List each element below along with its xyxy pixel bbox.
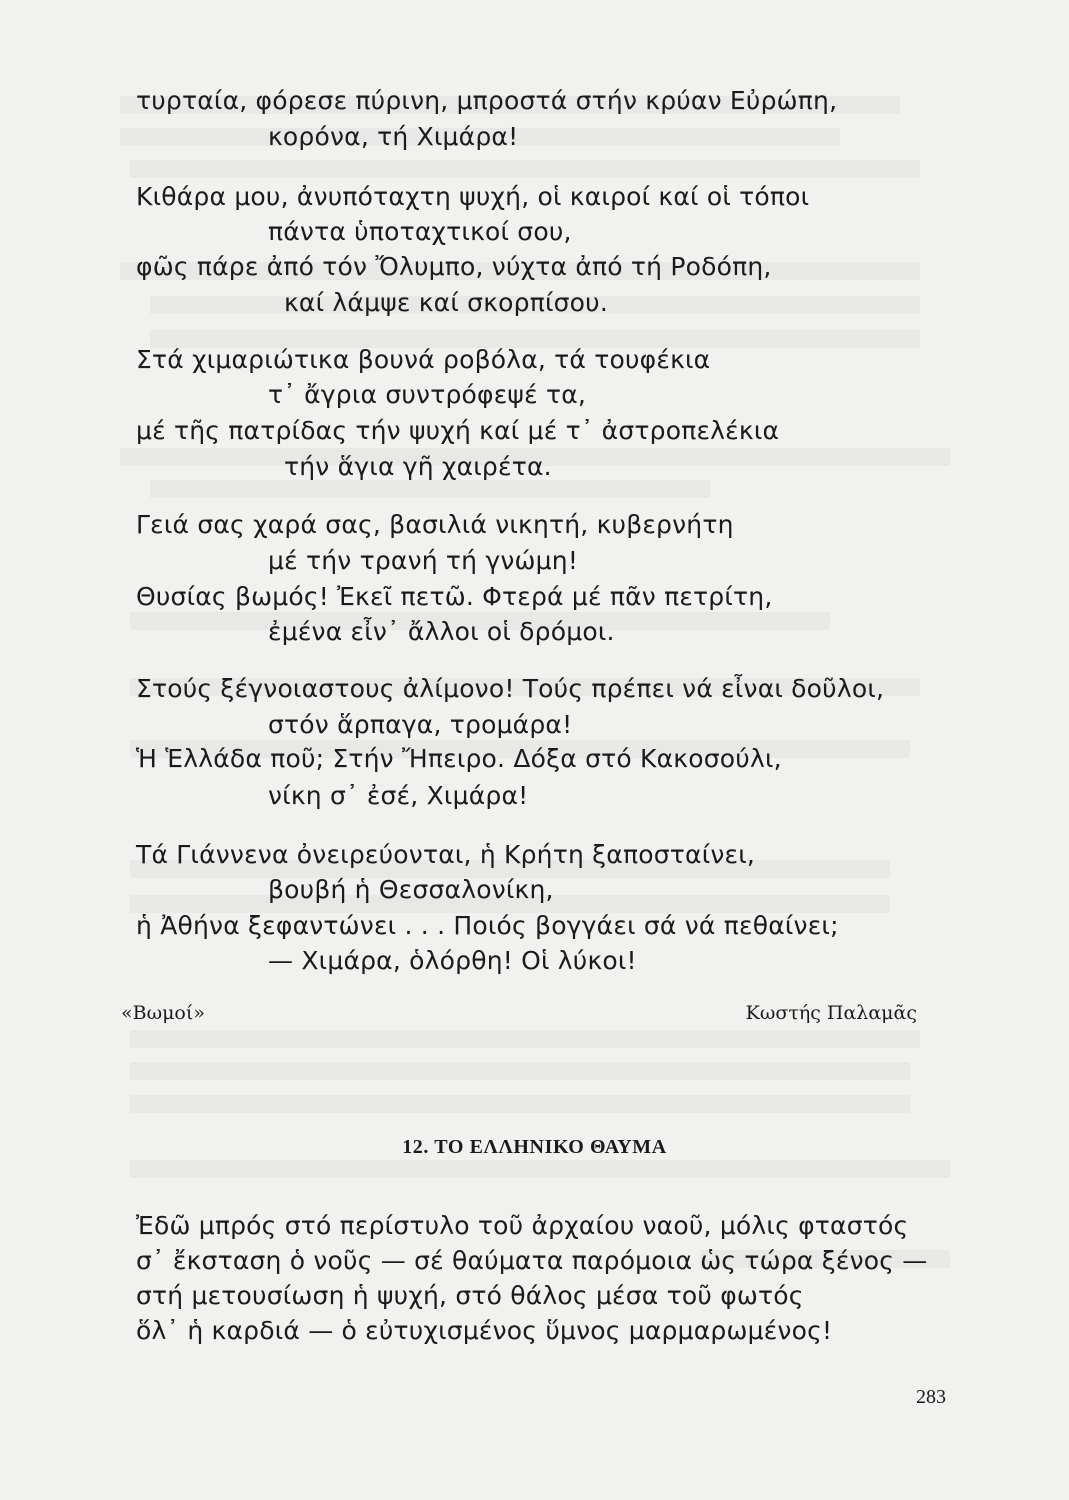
poem-line: Θυσίας βωμός! Ἐκεῖ πετῶ. Φτερά μέ πᾶν πετρίτη, — [136, 582, 773, 611]
poem-line: Στά χιμαριώτικα βουνά ροβόλα, τά τουφέκια — [136, 345, 711, 374]
poem-line: Ἐδῶ μπρός στό περίστυλο τοῦ ἀρχαίου ναοῦ, μόλις φταστός — [136, 1211, 909, 1240]
poem-line: ἡ Ἀθήνα ξεφαντώνει . . . Ποιός βογγάει σά νά πεθαίνει; — [136, 911, 839, 940]
poem-line: νίκη σ᾽ ἐσέ, Χιμάρα! — [268, 781, 529, 810]
poem-line: τυρταία, φόρεσε πύρινη, μπροστά στήν κρύαν Εὐρώπη, — [136, 86, 838, 115]
poem-line: καί λάμψε καί σκορπίσου. — [284, 288, 608, 317]
poem-line: κορόνα, τή Χιμάρα! — [268, 122, 519, 151]
section-title: 12. ΤΟ ΕΛΛΗΝΙΚΟ ΘΑΥΜΑ — [402, 1136, 667, 1158]
poem-line: τ᾽ ἄγρια συντρόφεψέ τα, — [268, 380, 587, 409]
poem-line: Γειά σας χαρά σας, βασιλιά νικητή, κυβερνήτη — [136, 510, 734, 539]
poem-source: «Βωμοί» — [121, 1002, 205, 1024]
poem-line: βουβή ἡ Θεσσαλονίκη, — [268, 875, 554, 904]
poem-line: Ἡ Ἑλλάδα ποῦ; Στήν Ἤπειρο. Δόξα στό Κακοσούλι, — [136, 744, 782, 773]
poem-line: ἐμένα εἶν᾽ ἄλλοι οἱ δρόμοι. — [268, 617, 615, 646]
poem-line: τήν ἅγια γῆ χαιρέτα. — [284, 452, 552, 481]
poem-line: μέ τήν τρανή τή γνώμη! — [268, 546, 579, 575]
poem-line: μέ τῆς πατρίδας τήν ψυχή καί μέ τ᾽ ἀστροπελέκια — [136, 416, 780, 445]
poem-line: — Χιμάρα, ὁλόρθη! Οἱ λύκοι! — [268, 946, 637, 975]
poem-line: σ᾽ ἔκσταση ὁ νοῦς — σέ θαύματα παρόμοια ὡς τώρα ξένος — — [136, 1246, 928, 1275]
poem-line: ὅλ᾽ ἡ καρδιά — ὁ εὐτυχισμένος ὕμνος μαρμαρωμένος! — [136, 1316, 833, 1345]
poem-line: Τά Γιάννενα ὀνειρεύονται, ἡ Κρήτη ξαποσταίνει, — [136, 840, 756, 869]
poem-line: στόν ἅρπαγα, τρομάρα! — [268, 710, 573, 739]
poem-line: Στούς ξέγνοιαστους ἀλίμονο! Τούς πρέπει νά εἶναι δοῦλοι, — [136, 674, 885, 703]
poem-line: Κιθάρα μου, ἀνυπόταχτη ψυχή, οἱ καιροί καί οἱ τόποι — [136, 182, 810, 211]
page-number: 283 — [916, 1386, 946, 1408]
poem-author: Κωστής Παλαμᾶς — [745, 1002, 917, 1024]
poem-line: φῶς πάρε ἀπό τόν Ὄλυμπο, νύχτα ἀπό τή Ροδόπη, — [136, 252, 772, 281]
poem-line: πάντα ὑποταχτικοί σου, — [268, 217, 572, 246]
poem-line: στή μετουσίωση ἡ ψυχή, στό θάλος μέσα τοῦ φωτός — [136, 1281, 804, 1310]
